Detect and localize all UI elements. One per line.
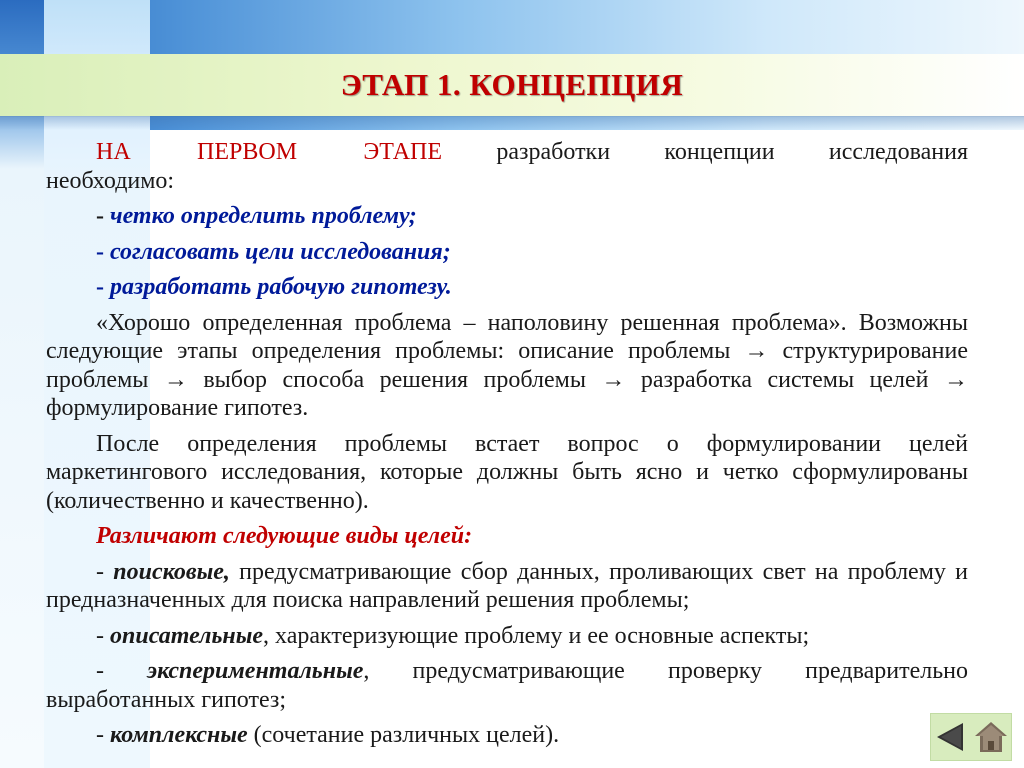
navigation-panel: [930, 713, 1012, 761]
intro-lead: НА ПЕРВОМ ЭТАПЕ: [96, 139, 443, 165]
problem-paragraph: «Хорошо определенная проблема – наполовину решенная проблема». Возможны следующие этапы определения проблемы: описание проблемы → структурирование проблемы → выбор способа решения проблемы → разработка системы целей → формулирование гипотез.: [46, 309, 968, 421]
home-icon: [973, 719, 1009, 755]
goal-desc: , характеризующие проблему и ее основные аспекты;: [263, 622, 810, 649]
goal-item: [46, 657, 968, 714]
task-dash: -: [96, 274, 110, 300]
task-dash: -: [96, 238, 110, 265]
goal-desc: , предусматривающие проверку предварительно выработанных гипотез;: [46, 658, 968, 713]
goal-dash: -: [96, 558, 114, 585]
task-text: четко определить проблему;: [110, 203, 417, 229]
task-text: разработать рабочую гипотезу.: [110, 274, 452, 300]
goal-term: экспериментальные: [147, 658, 364, 684]
goal-item: [46, 721, 968, 750]
title-band-shadow: [0, 116, 1024, 130]
goal-dash: -: [96, 722, 110, 748]
back-button[interactable]: [932, 717, 970, 757]
goal-desc: предусматривающие сбор данных, проливающих свет на проблему и предназначенных для поиска направлений решения проблемы;: [46, 558, 968, 613]
intro-paragraph: [46, 138, 968, 195]
goal-item: [46, 622, 968, 651]
back-arrow-icon: [933, 719, 969, 755]
slide-title: ЭТАП 1. КОНЦЕПЦИЯ: [340, 67, 684, 102]
task-item: [46, 273, 968, 302]
goal-dash: -: [96, 622, 110, 649]
goal-term: комплексные: [110, 722, 248, 748]
home-button[interactable]: [972, 717, 1010, 757]
task-dash: -: [96, 203, 110, 229]
goal-desc: (сочетание различных целей).: [247, 722, 560, 748]
goal-term: описательные: [110, 622, 264, 649]
task-text: согласовать цели исследования;: [110, 238, 451, 265]
goals-paragraph: После определения проблемы встает вопрос о формулировании целей маркетингового исследования, которые должны быть ясно и четко сформулированы (количественно и качественно).: [46, 430, 968, 514]
task-item: [46, 238, 968, 267]
goal-term: поисковые,: [113, 558, 230, 585]
goals-heading: Различают следующие виды целей:: [96, 523, 473, 549]
task-item: [46, 202, 968, 231]
goal-dash: -: [96, 658, 148, 684]
slide-content: [46, 138, 968, 757]
intro-rest: разработки концепции исследования необходимо:: [46, 139, 968, 194]
goal-item: [46, 558, 968, 615]
